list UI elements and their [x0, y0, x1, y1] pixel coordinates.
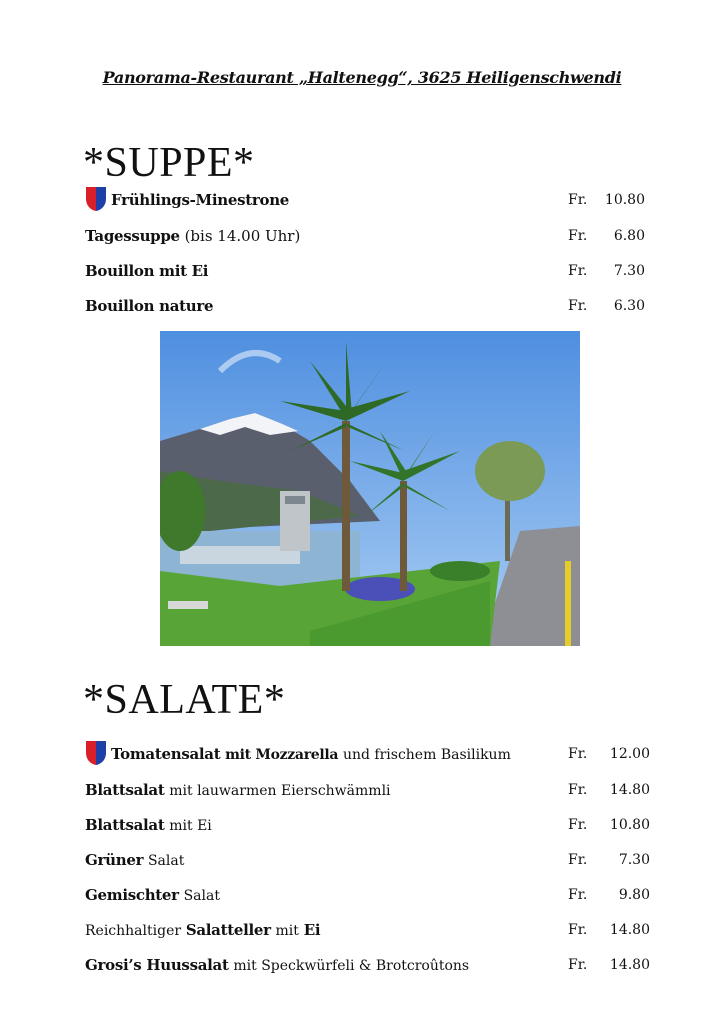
item-currency: Fr. [568, 298, 588, 314]
item-currency: Fr. [568, 852, 588, 868]
item-desc: und frischem Basilikum [342, 747, 511, 763]
item-currency: Fr. [568, 746, 588, 762]
item-name: Tagessuppe [85, 227, 180, 245]
item-name: Salatteller [185, 921, 271, 939]
item-name: Blattsalat [85, 816, 165, 834]
item-name-extra: mit Mozzarella [225, 747, 339, 763]
item-name: Blattsalat [85, 781, 165, 799]
item-currency: Fr. [568, 782, 588, 798]
item-currency: Fr. [568, 957, 588, 973]
menu-item [85, 951, 650, 979]
item-desc: Salat [147, 853, 185, 869]
item-currency: Fr. [568, 263, 588, 279]
item-name-extra: Ei [303, 921, 321, 939]
item-name: Bouillon mit Ei [85, 262, 209, 280]
item-desc: mit [275, 923, 299, 939]
bern-crest-icon [85, 186, 107, 212]
item-currency: Fr. [568, 922, 588, 938]
item-price: 14.80 [609, 782, 650, 798]
section-title-salate: *SALATE* [83, 677, 286, 723]
item-price: 6.80 [613, 228, 645, 244]
item-prefix: Reichhaltiger [85, 923, 182, 939]
menu-item [85, 740, 650, 768]
item-price: 10.80 [609, 817, 650, 833]
item-price: 9.80 [618, 887, 650, 903]
item-desc: mit Ei [169, 818, 212, 834]
item-price: 12.00 [609, 746, 650, 762]
lakeside-promenade-photo [160, 331, 580, 646]
item-desc: mit Speckwürfeli & Brotcroûtons [233, 958, 470, 974]
menu-item [85, 257, 650, 285]
item-name: Tomatensalat [111, 745, 221, 763]
menu-item [85, 186, 650, 214]
item-name: Grüner [85, 851, 144, 869]
item-desc: (bis 14.00 Uhr) [184, 227, 301, 245]
item-currency: Fr. [568, 228, 588, 244]
item-price: 14.80 [609, 957, 650, 973]
item-currency: Fr. [568, 192, 588, 208]
item-name: Frühlings-Minestrone [111, 191, 290, 209]
item-desc: mit lauwarmen Eierschwämmli [169, 783, 391, 799]
menu-item [85, 811, 650, 839]
item-price: 7.30 [613, 263, 645, 279]
item-name: Grosi’s Huussalat [85, 956, 229, 974]
item-name: Gemischter [85, 886, 179, 904]
menu-item [85, 916, 650, 944]
item-currency: Fr. [568, 887, 588, 903]
item-price: 6.30 [613, 298, 645, 314]
menu-item [85, 292, 650, 320]
item-price: 14.80 [609, 922, 650, 938]
bern-crest-icon [85, 740, 107, 766]
item-name: Bouillon nature [85, 297, 214, 315]
menu-item [85, 776, 650, 804]
menu-item [85, 222, 650, 250]
item-price: 7.30 [618, 852, 650, 868]
item-price: 10.80 [604, 192, 645, 208]
menu-item [85, 846, 650, 874]
item-desc: Salat [183, 888, 220, 904]
menu-item [85, 881, 650, 909]
restaurant-header: Panorama-Restaurant „Haltenegg“, 3625 Heiligenschwendi [102, 68, 622, 87]
section-title-suppe: *SUPPE* [83, 140, 255, 186]
item-currency: Fr. [568, 817, 588, 833]
